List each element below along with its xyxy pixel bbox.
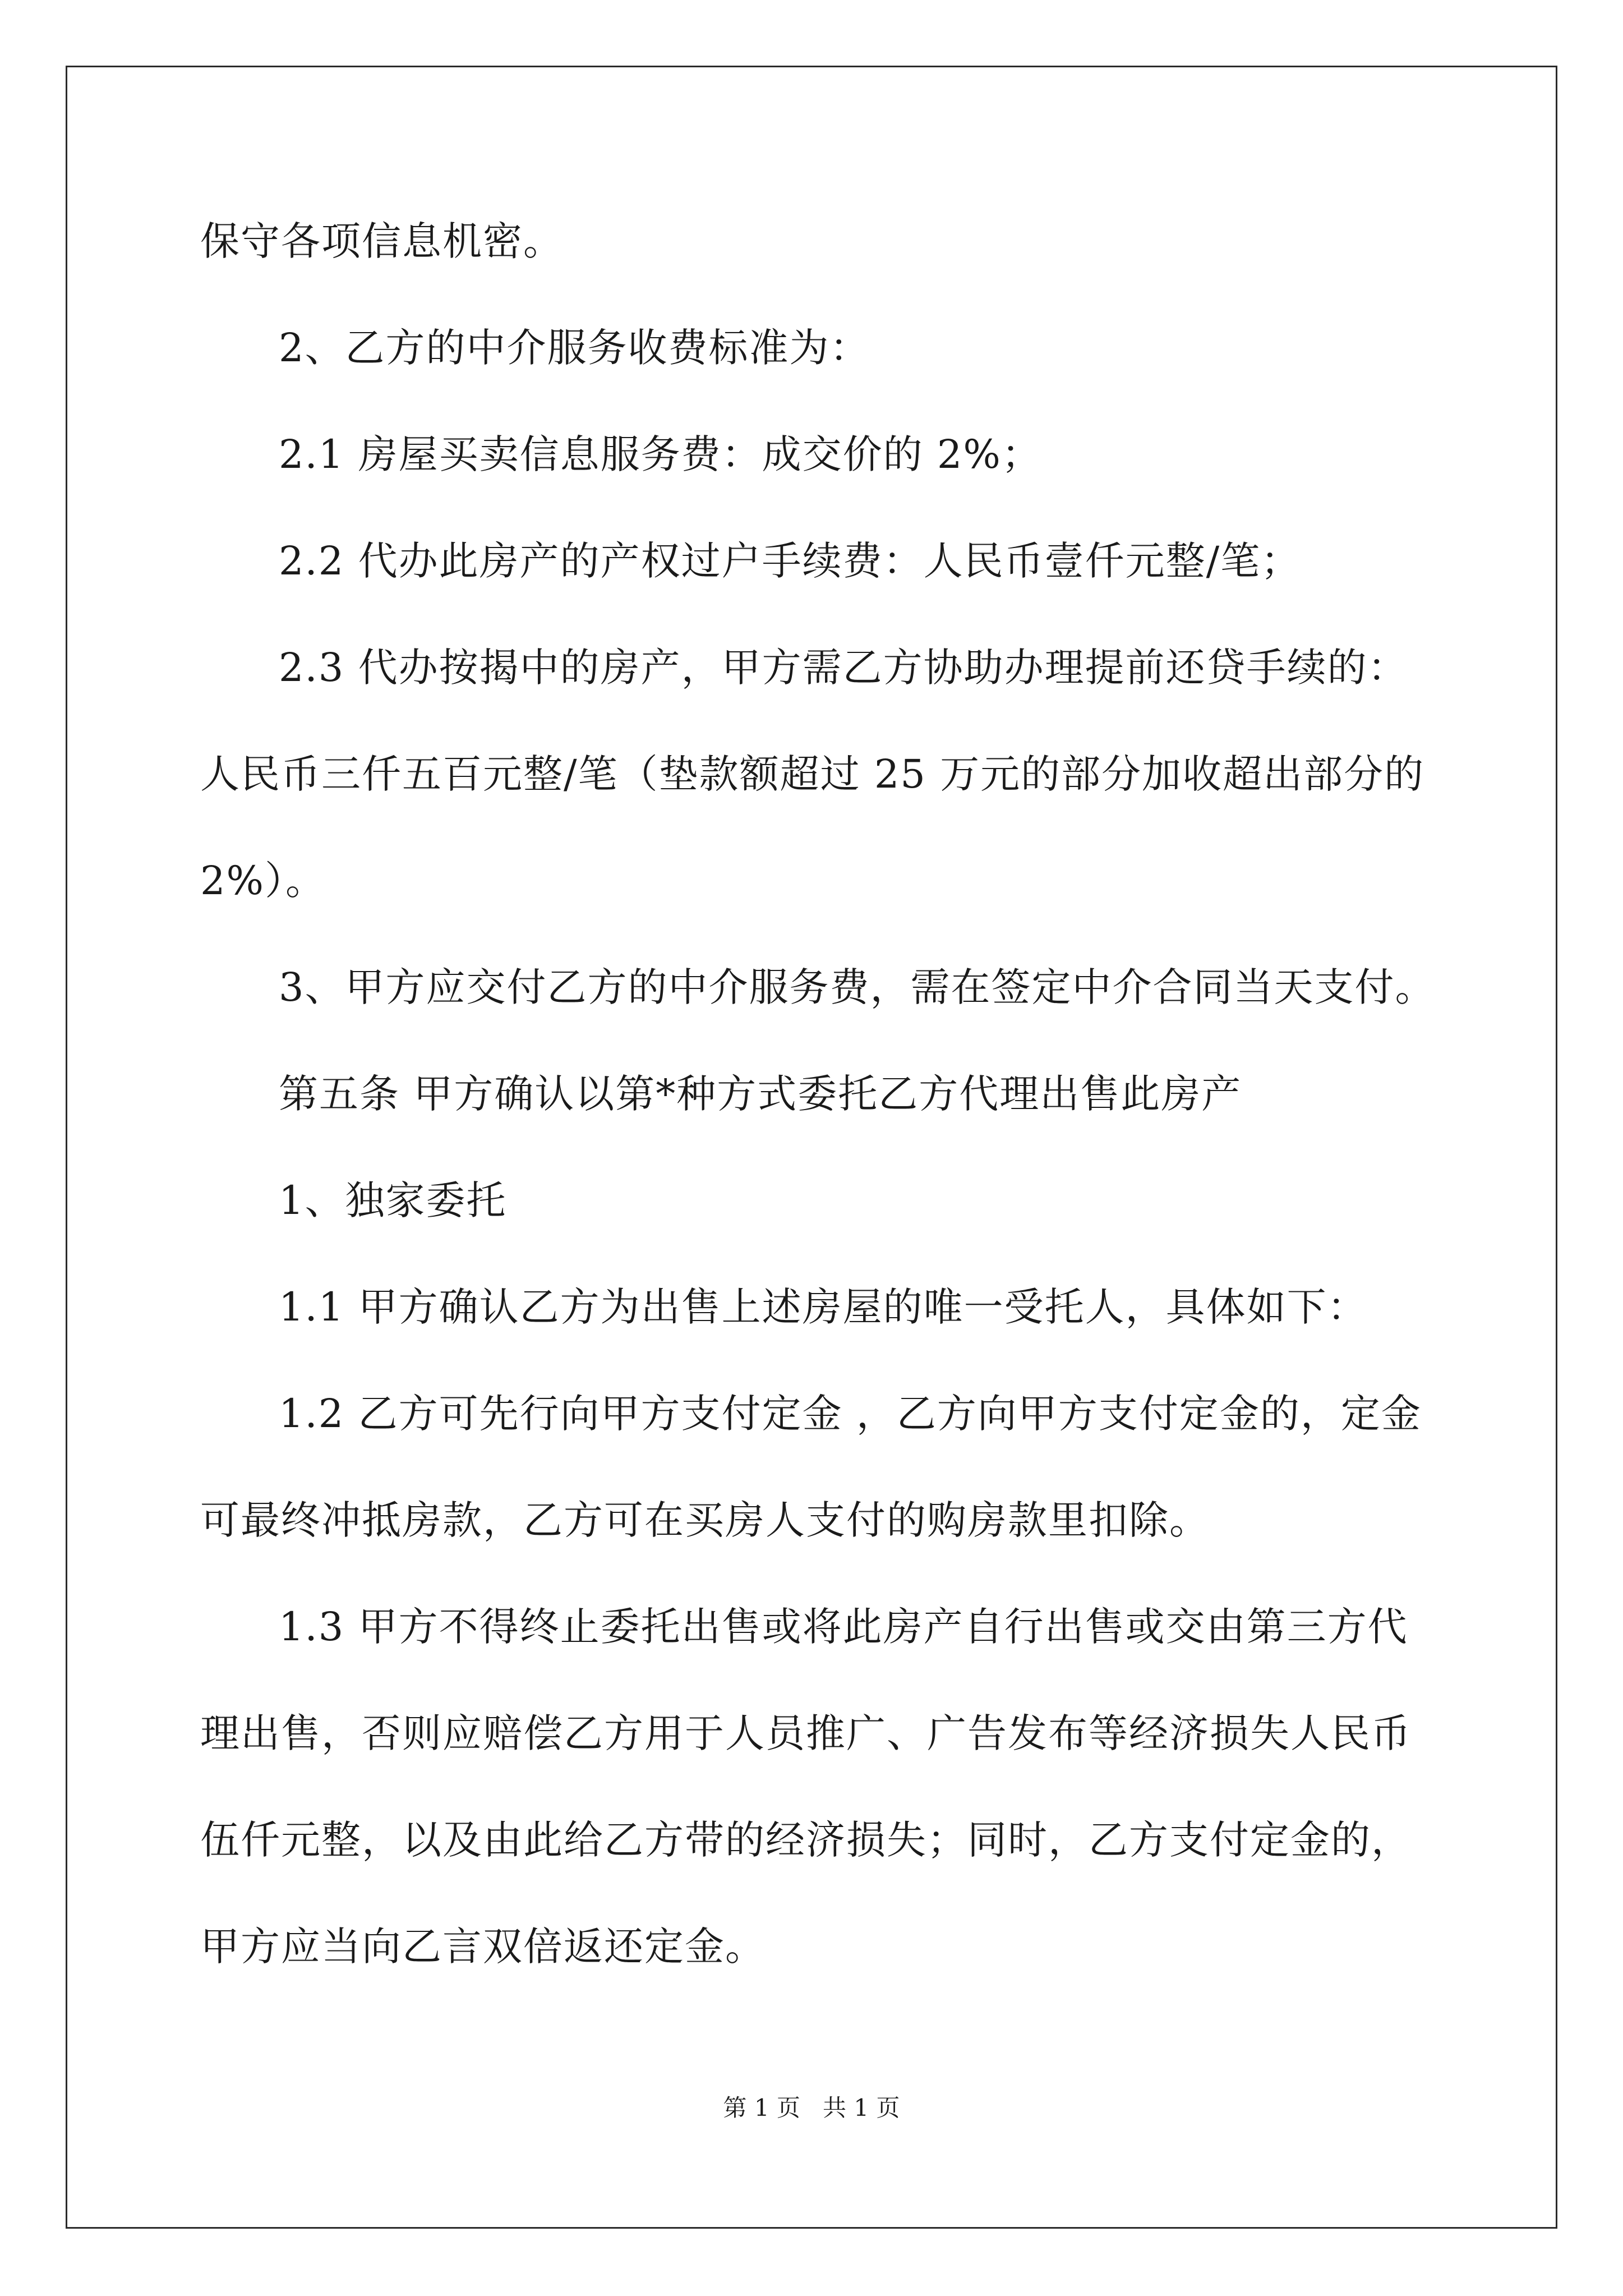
section-heading: 第五条 甲方确认以第*种方式委托乙方代理出售此房产	[279, 1071, 1242, 1117]
page-number: 第 1 页 共 1 页	[723, 2094, 900, 2122]
text-line: 1.1 甲方确认乙方为出售上述房屋的唯一受托人，具体如下：	[279, 1284, 1368, 1330]
page-border	[66, 66, 1557, 2229]
text-line: 2、乙方的中介服务收费标准为：	[279, 325, 870, 371]
text-line: 甲方应当向乙言双倍返还定金。	[200, 1924, 766, 1970]
text-line: 伍仟元整，以及由此给乙方带的经济损失；同时，乙方支付定金的，	[200, 1817, 1412, 1863]
text-line: 1.3 甲方不得终止委托出售或将此房产自行出售或交由第三方代	[279, 1604, 1408, 1650]
text-line: 1、独家委托	[279, 1177, 507, 1223]
text-line: 理出售，否则应赔偿乙方用于人员推广、广告发布等经济损失人民币	[200, 1710, 1412, 1756]
text-line: 2.3 代办按揭中的房产，甲方需乙方协助办理提前还贷手续的：	[279, 645, 1408, 691]
text-line: 2.1 房屋买卖信息服务费：成交价的 2%；	[279, 431, 1042, 477]
text-line: 1.2 乙方可先行向甲方支付定金 ，乙方向甲方支付定金的，定金	[279, 1391, 1422, 1437]
text-line: 人民币三仟五百元整/笔（垫款额超过 25 万元的部分加收超出部分的	[200, 751, 1425, 797]
text-line: 可最终冲抵房款，乙方可在买房人支付的购房款里扣除。	[200, 1497, 1210, 1543]
text-line: 保守各项信息机密。	[200, 218, 564, 264]
text-line: 2.2 代办此房产的产权过户手续费：人民币壹仟元整/笔；	[279, 538, 1302, 584]
text-line: 2%）。	[200, 858, 326, 904]
text-line: 3、甲方应交付乙方的中介服务费，需在签定中介合同当天支付。	[279, 964, 1436, 1010]
